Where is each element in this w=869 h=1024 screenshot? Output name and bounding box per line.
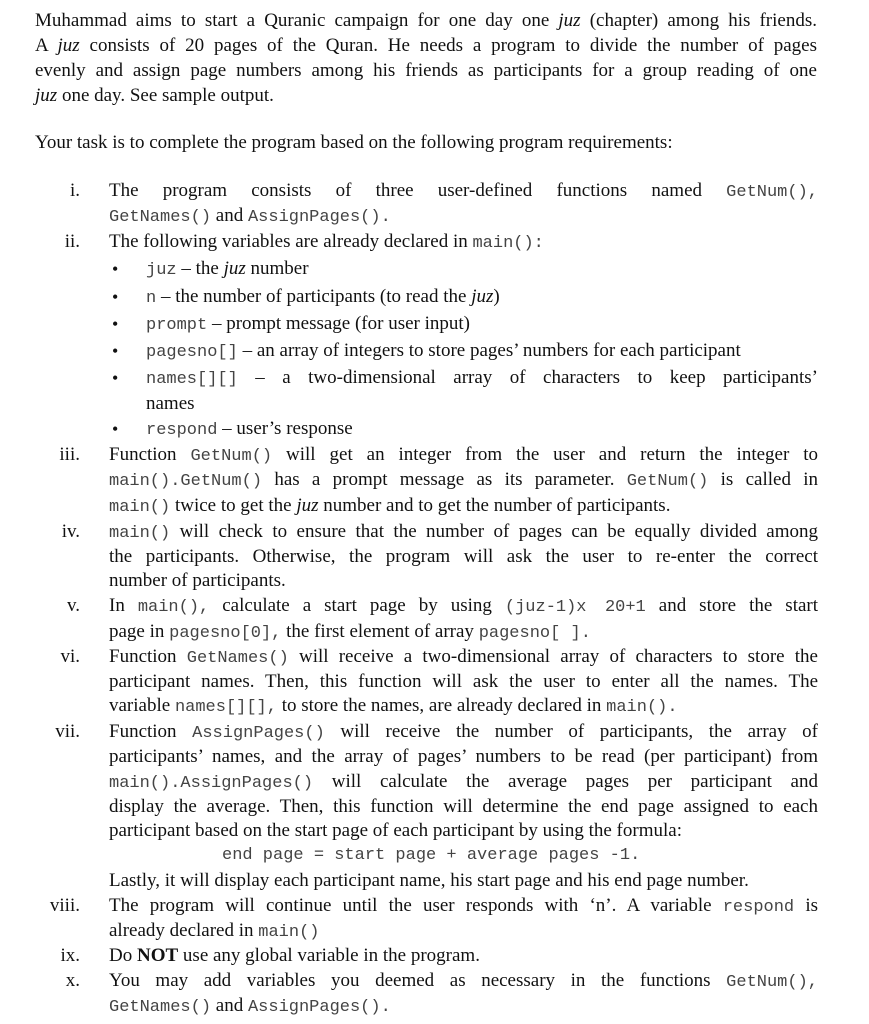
item-line (109, 594, 818, 618)
text: will calculate the average pages per participant and (313, 771, 818, 792)
text: calculate a start page by using (209, 595, 505, 616)
text: display the average. Then, this function will determine the end page assigned to each (109, 796, 818, 817)
item-line: number of participants. (109, 570, 286, 591)
text: the first element of array (281, 621, 479, 642)
text: Muhammad aims to start a Quranic campaign for one day one (35, 10, 559, 31)
code-text: main(). (109, 472, 181, 491)
item-number: v. (66, 595, 80, 616)
text: NOT (136, 945, 179, 966)
text: The program will continue until the user responds with ‘n’. A variable (109, 895, 723, 916)
text: juz (471, 286, 494, 307)
text: variable (109, 695, 175, 716)
text: one day. See sample output. (57, 85, 274, 106)
code-text: AssignPages() (192, 724, 325, 743)
text: number (245, 258, 309, 279)
code-text: respond (722, 898, 795, 917)
item-number: iv. (61, 521, 80, 542)
text: Function (109, 646, 187, 667)
item-line (109, 468, 818, 492)
item-line (109, 720, 818, 744)
item-number: ix. (60, 945, 80, 966)
text: The program consists of three user-defined functions named (109, 180, 727, 201)
code-text: AssignPages(). (247, 998, 391, 1017)
text: participant names. Then, this function will ask the user to enter all the names. The (109, 671, 818, 692)
text: You may add variables you deemed as necessary in the functions (109, 970, 727, 991)
intro-line-4 (35, 84, 274, 108)
item-line (109, 694, 678, 718)
intro-line-1 (35, 9, 817, 33)
code-text: main(): (472, 234, 544, 253)
bullet-icon: • (112, 314, 119, 334)
text: number and to get the number of participants. (318, 495, 671, 516)
code-text: main(). (109, 774, 181, 793)
text: The following variables are already declared in (109, 231, 473, 252)
code-text: GetNum() (190, 447, 273, 466)
item-number: iii. (59, 444, 80, 465)
list-item (146, 339, 741, 363)
code-text: GetNum() (626, 472, 709, 491)
text: participants’ names, and the array of pages’ numbers to be read (per participant) from (109, 746, 818, 767)
item-line (109, 670, 818, 694)
code-text: GetNum() (180, 472, 263, 491)
code-text: prompt (146, 316, 208, 335)
text: has a prompt message as its parameter. (262, 469, 627, 490)
intro-line-3 (35, 59, 817, 83)
text: Do (109, 945, 137, 966)
text: the participants. Otherwise, the program will ask the user to re-enter the correct (109, 546, 818, 567)
text: (chapter) among his friends. (580, 10, 817, 31)
code-text: names[][], (174, 698, 277, 717)
text: is called in (708, 469, 819, 490)
item-line: Lastly, it will display each participant name, his start page and his end page number. (109, 870, 749, 891)
code-text: (juz-1)x 20+1 (504, 598, 646, 617)
item-line (109, 745, 818, 769)
list-item (146, 312, 470, 336)
item-line (109, 969, 818, 993)
text: – prompt message (for user input) (207, 313, 470, 334)
list-item-continuation: names (146, 393, 195, 414)
text: and (211, 995, 248, 1016)
item-line (109, 494, 670, 518)
item-line (109, 795, 818, 819)
text: juz (223, 258, 246, 279)
item-line (109, 443, 818, 467)
text: ) (493, 286, 500, 307)
code-text: n (146, 289, 157, 308)
text: A (35, 35, 58, 56)
code-text: pagesno[ ]. (478, 624, 591, 643)
text: juz (35, 85, 58, 106)
bullet-icon: • (112, 259, 119, 279)
text: In (109, 595, 138, 616)
item-number: viii. (49, 895, 80, 916)
list-item (146, 366, 818, 390)
text: and (211, 205, 248, 226)
text: Function (109, 721, 193, 742)
code-text: pagesno[0], (169, 624, 282, 643)
intro-line-2 (35, 34, 817, 58)
text: use any global variable in the program. (178, 945, 480, 966)
bullet-icon: • (112, 419, 119, 439)
code-text: main(). (606, 698, 678, 717)
item-line (109, 894, 818, 918)
item-line (109, 994, 391, 1018)
code-text: main() (109, 498, 171, 517)
code-text: GetNames() (186, 649, 289, 668)
code-text: main(), (137, 598, 210, 617)
text: juz (296, 495, 319, 516)
text: – the number of participants (to read the (156, 286, 472, 307)
item-line (109, 944, 480, 968)
code-text: GetNum(), (726, 973, 818, 992)
text: evenly and assign page numbers among his friends as participants for a group reading of one (35, 60, 817, 81)
bullet-icon: • (112, 287, 119, 307)
text: – user’s response (217, 418, 353, 439)
item-line (109, 919, 320, 943)
list-item (146, 417, 353, 441)
code-text: main() (258, 923, 320, 942)
text: Function (109, 444, 191, 465)
code-text: pagesno[] (146, 343, 238, 362)
code-text: GetNum(), (726, 183, 818, 202)
item-number: x. (65, 970, 80, 991)
item-line (109, 520, 818, 544)
text: consists of 20 pages of the Quran. He needs a program to divide the number of pages (79, 35, 817, 56)
item-line (109, 545, 818, 569)
text: – the (176, 258, 224, 279)
text: juz (57, 35, 80, 56)
text: will check to ensure that the number of pages can be equally divided among (170, 521, 818, 542)
text: already declared in (109, 920, 259, 941)
code-text: AssignPages(). (247, 208, 391, 227)
list-item (146, 257, 309, 281)
item-line (109, 770, 818, 794)
item-number: i. (69, 180, 80, 201)
text: – an array of integers to store pages’ numbers for each participant (237, 340, 741, 361)
item-line (109, 230, 544, 254)
item-number: ii. (64, 231, 80, 252)
text: to store the names, are already declared in (276, 695, 607, 716)
item-number: vii. (55, 721, 80, 742)
text: is (794, 895, 818, 916)
text: and store the start (645, 595, 819, 616)
item-line: participant based on the start page of each participant by using the formula: (109, 820, 682, 841)
code-text: names[][] (146, 370, 238, 389)
text: twice to get the (170, 495, 297, 516)
text: will receive a two-dimensional array of characters to store the (288, 646, 818, 667)
list-item (146, 285, 500, 309)
formula: end page = start page + average pages -1. (222, 846, 641, 865)
code-text: GetNames() (109, 998, 212, 1017)
code-text: juz (146, 261, 177, 280)
item-number: vi. (60, 646, 80, 667)
text: – a two-dimensional array of characters to keep participants’ (237, 367, 818, 388)
bullet-icon: • (112, 341, 119, 361)
task-statement: Your task is to complete the program based on the following program requirements: (35, 132, 673, 153)
item-line (109, 179, 818, 203)
code-text: respond (146, 421, 218, 440)
code-text: GetNames() (109, 208, 212, 227)
item-line (109, 204, 391, 228)
code-text: AssignPages() (180, 774, 314, 793)
text: will get an integer from the user and return the integer to (272, 444, 818, 465)
item-line (109, 620, 591, 644)
bullet-icon: • (112, 368, 119, 388)
item-line (109, 645, 818, 669)
text: juz (558, 10, 581, 31)
text: page in (109, 621, 170, 642)
code-text: main() (109, 524, 171, 543)
text: will receive the number of participants, the array of (324, 721, 819, 742)
